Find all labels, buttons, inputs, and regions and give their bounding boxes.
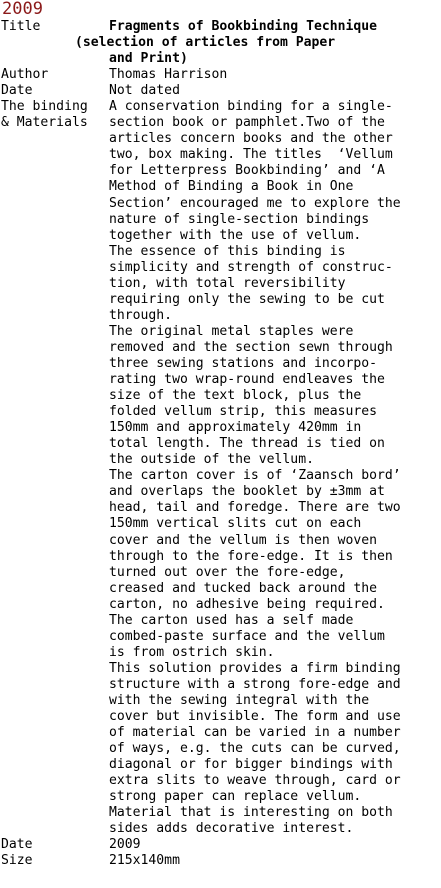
binding-text-line: Section’ encouraged me to explore the [109,195,401,211]
binding-text-line: creased and tucked back around the [109,580,378,596]
completion-date-value: 2009 [109,837,141,853]
binding-label-spacer [0,805,109,821]
binding-label-spacer [0,420,109,436]
binding-text-line: Method of Binding a Book in One [109,179,354,195]
binding-label-spacer [0,260,109,276]
binding-text-line: through to the fore-edge. It is then [109,548,393,564]
binding-label-spacer [0,179,109,195]
binding-text-row [0,452,441,468]
binding-text-row [0,533,441,549]
binding-text-row [0,115,441,131]
binding-label-line: The binding [1,99,88,115]
binding-text-line: for Letterpress Bookbinding’ and ‘A [109,163,385,179]
binding-text-line: A conservation binding for a single- [109,99,393,115]
binding-label-spacer [0,741,109,757]
binding-text-line: tion, with total reversibility [109,275,346,291]
binding-text-line: with the sewing integral with the [109,692,370,708]
binding-text-row [0,773,441,789]
binding-text-line: size of the text block, plus the [109,388,362,404]
binding-text-line: rating two wrap-round endleaves the [109,372,385,388]
binding-label-spacer [0,244,109,260]
binding-label-spacer [0,677,109,693]
binding-text-line: and overlaps the booklet by ±3mm at [109,484,385,500]
binding-text-line: requiring only the sewing to be cut [109,291,385,307]
binding-text-line: total length. The thread is tied on [109,436,385,452]
binding-text-row [0,163,441,179]
binding-label-spacer [0,340,109,356]
binding-text-row [0,613,441,629]
binding-label-spacer [0,404,109,420]
size-value: 215x140mm [109,853,180,869]
binding-label-spacer [0,308,109,324]
binding-text-line: turned out over the fore-edge, [109,564,346,580]
binding-label-spacer [0,196,109,212]
binding-label-spacer [0,292,109,308]
binding-label-spacer [0,661,109,677]
binding-label-spacer [0,276,109,292]
binding-text-line: nature of single-section bindings [109,211,370,227]
binding-text-line: Material that is interesting on both [109,805,393,821]
binding-text-line: two, box making. The titles ‘Vellum [109,147,393,163]
binding-text-row [0,212,441,228]
binding-label-spacer [0,372,109,388]
binding-text-row [0,677,441,693]
binding-text-line: simplicity and strength of construc- [109,259,393,275]
binding-text-line: extra slits to weave through, card or [109,773,401,789]
binding-text-row [0,693,441,709]
binding-label-spacer [0,228,109,244]
title-line-2: (selection of articles from Paper [75,35,336,51]
binding-label-spacer [0,629,109,645]
binding-text-row [0,500,441,516]
binding-label-spacer [0,356,109,372]
binding-label-spacer [0,163,109,179]
binding-text-row [0,420,441,436]
binding-text-row [0,308,441,324]
binding-text-row [0,565,441,581]
binding-text-line: folded vellum strip, this measures [109,404,378,420]
binding-label-spacer [0,500,109,516]
binding-label-spacer [0,613,109,629]
author-label: Author [1,67,49,83]
binding-label-spacer [0,773,109,789]
binding-text-line: head, tail and foredge. There are two [109,500,401,516]
binding-label-spacer [0,212,109,228]
completion-date-label: Date [1,837,33,853]
title-row-2 [0,35,441,51]
binding-label-spacer [0,709,109,725]
binding-text-row [0,260,441,276]
binding-text-line: together with the use of vellum. [109,227,362,243]
binding-text-row [0,725,441,741]
binding-text-line: strong paper can replace vellum. [109,789,362,805]
binding-label-spacer [0,436,109,452]
title-line-3: and Print) [109,51,188,67]
binding-text-row [0,276,441,292]
size-label: Size [1,853,33,869]
binding-label-spacer [0,131,109,147]
binding-label-spacer [0,388,109,404]
date-row [0,83,441,99]
title-spacer [0,51,109,67]
binding-text-line: sides adds decorative interest. [109,821,354,837]
binding-label-spacer [0,468,109,484]
binding-text-row [0,244,441,260]
binding-text-line: 150mm vertical slits cut on each [109,516,362,532]
binding-text-row [0,324,441,340]
binding-text-row [0,292,441,308]
binding-label-spacer [0,324,109,340]
binding-text-line: carton, no adhesive being required. [109,596,385,612]
binding-text-line: 150mm and approximately 420mm in [109,420,362,436]
record-block [0,19,441,869]
binding-text-row [0,741,441,757]
author-value: Thomas Harrison [109,67,228,83]
binding-label-spacer [0,581,109,597]
binding-label-spacer [0,533,109,549]
date-label: Date [1,83,33,99]
binding-text-row [0,484,441,500]
binding-text-row [0,179,441,195]
binding-text-row [0,340,441,356]
binding-text-line: cover but invisible. The form and use [109,709,401,725]
binding-text-line: This solution provides a firm binding [109,660,401,676]
binding-text-row [0,645,441,661]
binding-text-row [0,436,441,452]
binding-text-line: of ways, e.g. the cuts can be curved, [109,741,401,757]
binding-text-line: the outside of the vellum. [109,452,314,468]
page-year-heading: 2009 [2,0,43,19]
binding-text-line: structure with a strong fore-edge and [109,676,401,692]
binding-text-row [0,228,441,244]
binding-text-row [0,661,441,677]
binding-text-line: The carton cover is of ‘Zaansch bord’ [109,468,401,484]
binding-text-row [0,196,441,212]
title-label: Title [1,19,41,34]
binding-text-row [0,372,441,388]
binding-label-spacer [0,693,109,709]
binding-text-line: diagonal or for bigger bindings with [109,757,393,773]
binding-text-row [0,709,441,725]
completion-date-row [0,837,441,853]
binding-text-line: section book or pamphlet.Two of the [109,115,385,131]
binding-text-line: through. [109,307,173,323]
binding-text-row [0,404,441,420]
binding-text-row [0,789,441,805]
binding-text-row [0,99,441,115]
binding-section [0,99,441,837]
binding-text-line: removed and the section sewn through [109,339,393,355]
binding-text-line: three sewing stations and incorpo- [109,355,378,371]
binding-label-spacer [0,484,109,500]
binding-text-line: of material can be varied in a number [109,725,401,741]
binding-label-line: & Materials [1,115,88,131]
binding-text-line: The carton used has a self made [109,612,354,628]
binding-text-line: articles concern books and the other [109,131,393,147]
binding-text-line: is from ostrich skin. [109,644,275,660]
binding-text-row [0,821,441,837]
binding-text-line: cover and the vellum is then woven [109,532,378,548]
binding-text-row [0,131,441,147]
binding-label-spacer [0,789,109,805]
binding-text-row [0,468,441,484]
binding-label-spacer [0,597,109,613]
binding-label-spacer [0,549,109,565]
binding-label-spacer [0,452,109,468]
binding-text-row [0,757,441,773]
author-row [0,67,441,83]
binding-label-spacer [0,645,109,661]
binding-text-row [0,629,441,645]
binding-text-line: The original metal staples were [109,323,354,339]
binding-label-spacer [0,147,109,163]
binding-text-line: combed-paste surface and the vellum [109,628,385,644]
binding-text-row [0,805,441,821]
binding-text-row [0,147,441,163]
binding-text-row [0,388,441,404]
binding-text-row [0,356,441,372]
binding-label-spacer [0,821,109,837]
binding-text-row [0,597,441,613]
binding-text-row [0,516,441,532]
binding-label-spacer [0,565,109,581]
date-value: Not dated [109,83,180,99]
binding-label-spacer [0,516,109,532]
title-row [0,19,441,35]
binding-label-spacer [0,725,109,741]
title-row-3 [0,51,441,67]
binding-text-row [0,581,441,597]
binding-text-row [0,549,441,565]
title-line-1: Fragments of Bookbinding Technique [109,19,378,34]
binding-text-line: The essence of this binding is [109,243,346,259]
binding-label-spacer [0,757,109,773]
size-row [0,853,441,869]
